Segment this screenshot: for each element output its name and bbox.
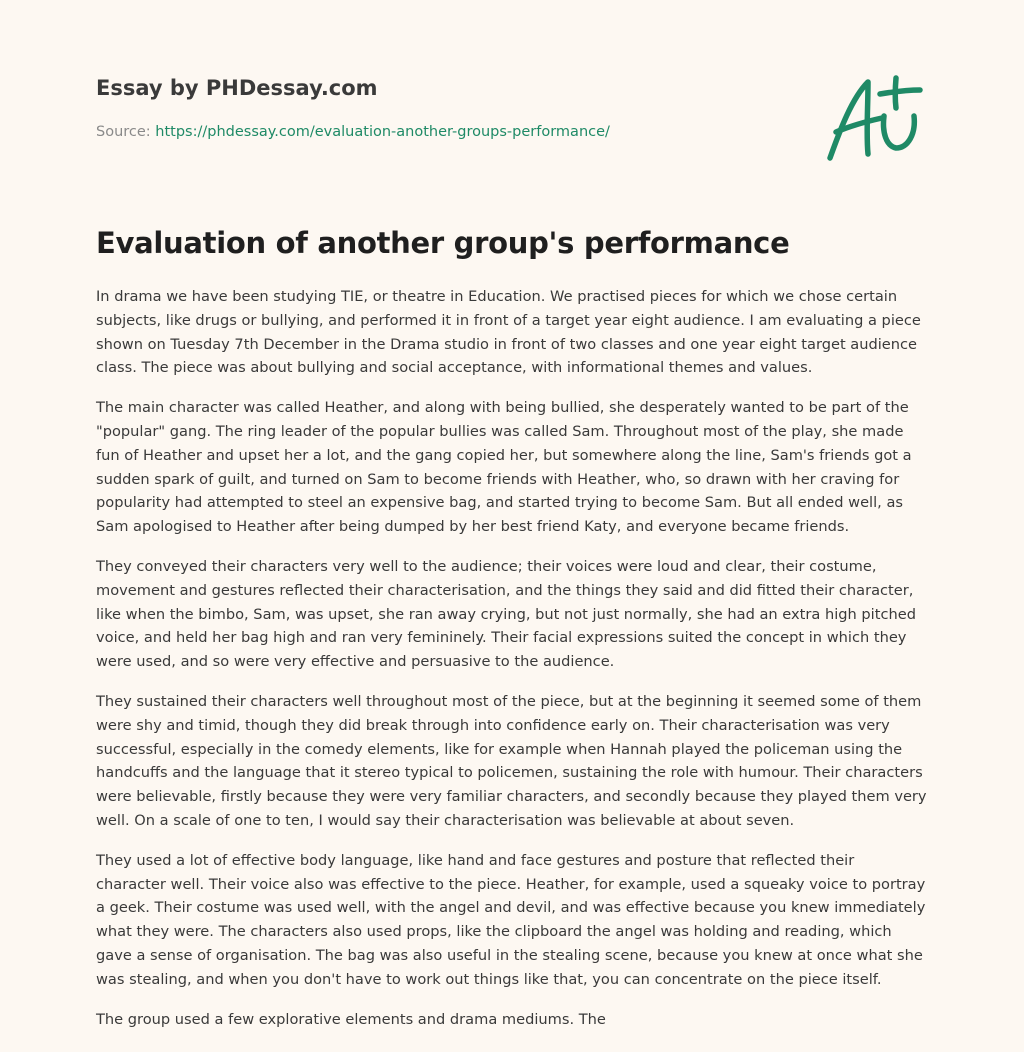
essay-title: Evaluation of another group's performance bbox=[96, 226, 790, 260]
essay-paragraph: They conveyed their characters very well to the audience; their voices were loud and clear, their costume, movement and gestures reflected their characterisation, and the things they said and did fitted their character, like when the bimbo, Sam, was upset, she ran away crying, but not just normally, she had an extra high pitched voice, and held her bag high and ran very femininely. Their facial expressions suited the concept in which they were used, and so were very effective and persuasive to the audience. bbox=[96, 557, 916, 671]
essay-paragraph: The main character was called Heather, and along with being bullied, she desperately wanted to be part of the "popular" gang. The ring leader of the popular bullies was called Sam. Throughout most of the play, she made fun of Heather and upset her a lot, and the gang copied her, but somewhere along the line, Sam's friends got a sudden spark of guilt, and turned on Sam to become friends with Heather, who, so drawn with her craving for popularity had attempted to steel an expensive bag, and started trying to become Sam. But all ended well, as Sam apologised to Heather after being dumped by her best friend Katy, and everyone became friends. bbox=[96, 399, 912, 536]
brand-title: Essay by PHDessay.com bbox=[96, 76, 378, 100]
essay-paragraph: They sustained their characters well throughout most of the piece, but at the beginning it seemed some of them were shy and timid, though they did break through into confidence early on. Their characterisation was very successful, especially in the comedy elements, like for example when Hannah played the policeman using the handcuffs and the language that it stereo typical to policemen, sustaining the role with humour. Their characters were believable, firstly because they were very familiar characters, and secondly because they played them very well. On a scale of one to ten, I would say their characterisation was believable at about seven. bbox=[96, 692, 927, 829]
source-label: Source: bbox=[96, 124, 156, 140]
essay-body bbox=[96, 285, 928, 1047]
source-line bbox=[96, 124, 610, 140]
essay-page bbox=[96, 0, 928, 1028]
a-plus-logo-icon bbox=[824, 68, 926, 164]
essay-paragraph: They used a lot of effective body language, like hand and face gestures and posture that reflected their character well. Their voice also was effective to the piece. Heather, for example, used a squeaky voice to portray a geek. Their costume was used well, with the angel and devil, and was effective because you knew immediately what they were. The characters also used props, like the clipboard the angel was holding and reading, which gave a sense of organisation. The bag was also useful in the stealing scene, because you knew at once what she was stealing, and when you don't have to work out things like that, you can concentrate on the piece itself. bbox=[96, 851, 926, 988]
page-header bbox=[96, 0, 928, 200]
source-link[interactable]: https://phdessay.com/evaluation-another-groups-performance/ bbox=[155, 124, 610, 140]
essay-paragraph: In drama we have been studying TIE, or theatre in Education. We practised pieces for which we chose certain subjects, like drugs or bullying, and performed it in front of a target year eight audience. I am evaluating a piece shown on Tuesday 7th December in the Drama studio in front of two classes and one year eight target audience class. The piece was about bullying and social acceptance, with informational themes and values. bbox=[96, 288, 921, 377]
essay-paragraph: The group used a few explorative elements and drama mediums. The bbox=[96, 1010, 606, 1028]
